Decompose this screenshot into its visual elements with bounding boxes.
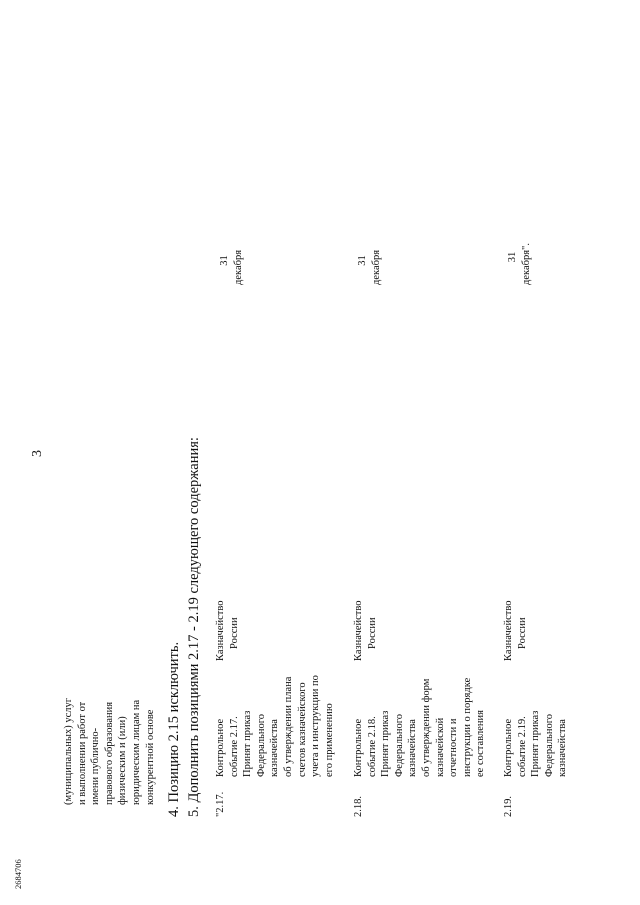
event-line: Контрольное <box>215 718 226 777</box>
event-line: Принят приказ <box>242 710 254 777</box>
responsible-line: Казначейство <box>215 600 226 661</box>
event-line: событие 2.19. <box>516 716 528 777</box>
row-number: 2.19. <box>503 796 514 817</box>
deadline-day: 31 <box>507 251 518 263</box>
event-line: Контрольное <box>353 718 364 777</box>
responsible-cell <box>352 601 379 661</box>
event-line: казначейской <box>434 717 446 777</box>
event-line: Принят приказ <box>530 710 542 777</box>
top-cell-continuation <box>62 698 157 805</box>
responsible-line: России <box>366 617 378 649</box>
responsible-line: России <box>516 617 528 649</box>
responsible-cell <box>502 601 529 661</box>
top-cell-line: юридическим лицам на <box>130 699 142 805</box>
top-cell-line: (муниципальных) услуг <box>63 697 74 805</box>
top-cell-line: конкурентной основе <box>144 709 156 805</box>
deadline-cell <box>356 249 383 285</box>
paragraph-5: 5. Дополнить позициями 2.17 - 2.19 следующего содержания: <box>186 437 202 817</box>
event-line: казначейства <box>269 719 281 777</box>
paragraph-4: 4. Позицию 2.15 исключить. <box>166 641 182 817</box>
control-event-cell <box>214 675 336 777</box>
event-line: Федерального <box>393 713 405 777</box>
top-cell-line: и выполнении работ от <box>76 701 88 805</box>
control-event-cell <box>352 678 488 777</box>
deadline-cell <box>218 249 245 285</box>
deadline-cell <box>506 243 533 285</box>
deadline-month: декабря". <box>520 243 532 285</box>
event-line: ее составления <box>475 710 487 777</box>
control-event-cell <box>502 711 570 777</box>
event-line: Федерального <box>543 713 555 777</box>
event-line: Федерального <box>255 713 267 777</box>
deadline-day: 31 <box>219 255 230 266</box>
row-number: 2.18. <box>353 796 364 817</box>
deadline-month: декабря <box>232 249 244 285</box>
event-line: об утверждении форм <box>420 678 432 777</box>
top-cell-line: правового образования <box>103 701 115 805</box>
event-line: Контрольное <box>503 718 514 777</box>
event-line: событие 2.17. <box>228 716 240 777</box>
event-line: казначейства <box>557 719 569 777</box>
deadline-month: декабря <box>370 249 382 285</box>
row-number: "2.17. <box>215 791 226 817</box>
top-cell-line: имени публично- <box>90 727 102 805</box>
event-line: Принят приказ <box>380 710 392 777</box>
page-number: 3 <box>30 450 45 457</box>
event-line: отчетности и <box>448 718 460 777</box>
document-id: 2684706 <box>13 859 23 889</box>
top-cell-line: физическим и (или) <box>117 716 129 805</box>
responsible-line: Казначейство <box>353 600 364 661</box>
event-line: казначейства <box>407 719 419 777</box>
event-line: его применению <box>323 703 335 777</box>
event-line: событие 2.18. <box>366 716 378 777</box>
event-line: учета и инструкции по <box>310 675 322 777</box>
event-line: об утверждении плана <box>282 676 294 777</box>
event-line: счетов казначейского <box>296 682 308 777</box>
responsible-line: Казначейство <box>503 600 514 661</box>
event-line: инструкции о порядке <box>461 677 473 777</box>
deadline-day: 31 <box>357 255 368 266</box>
responsible-line: России <box>228 617 240 649</box>
responsible-cell <box>214 601 241 661</box>
